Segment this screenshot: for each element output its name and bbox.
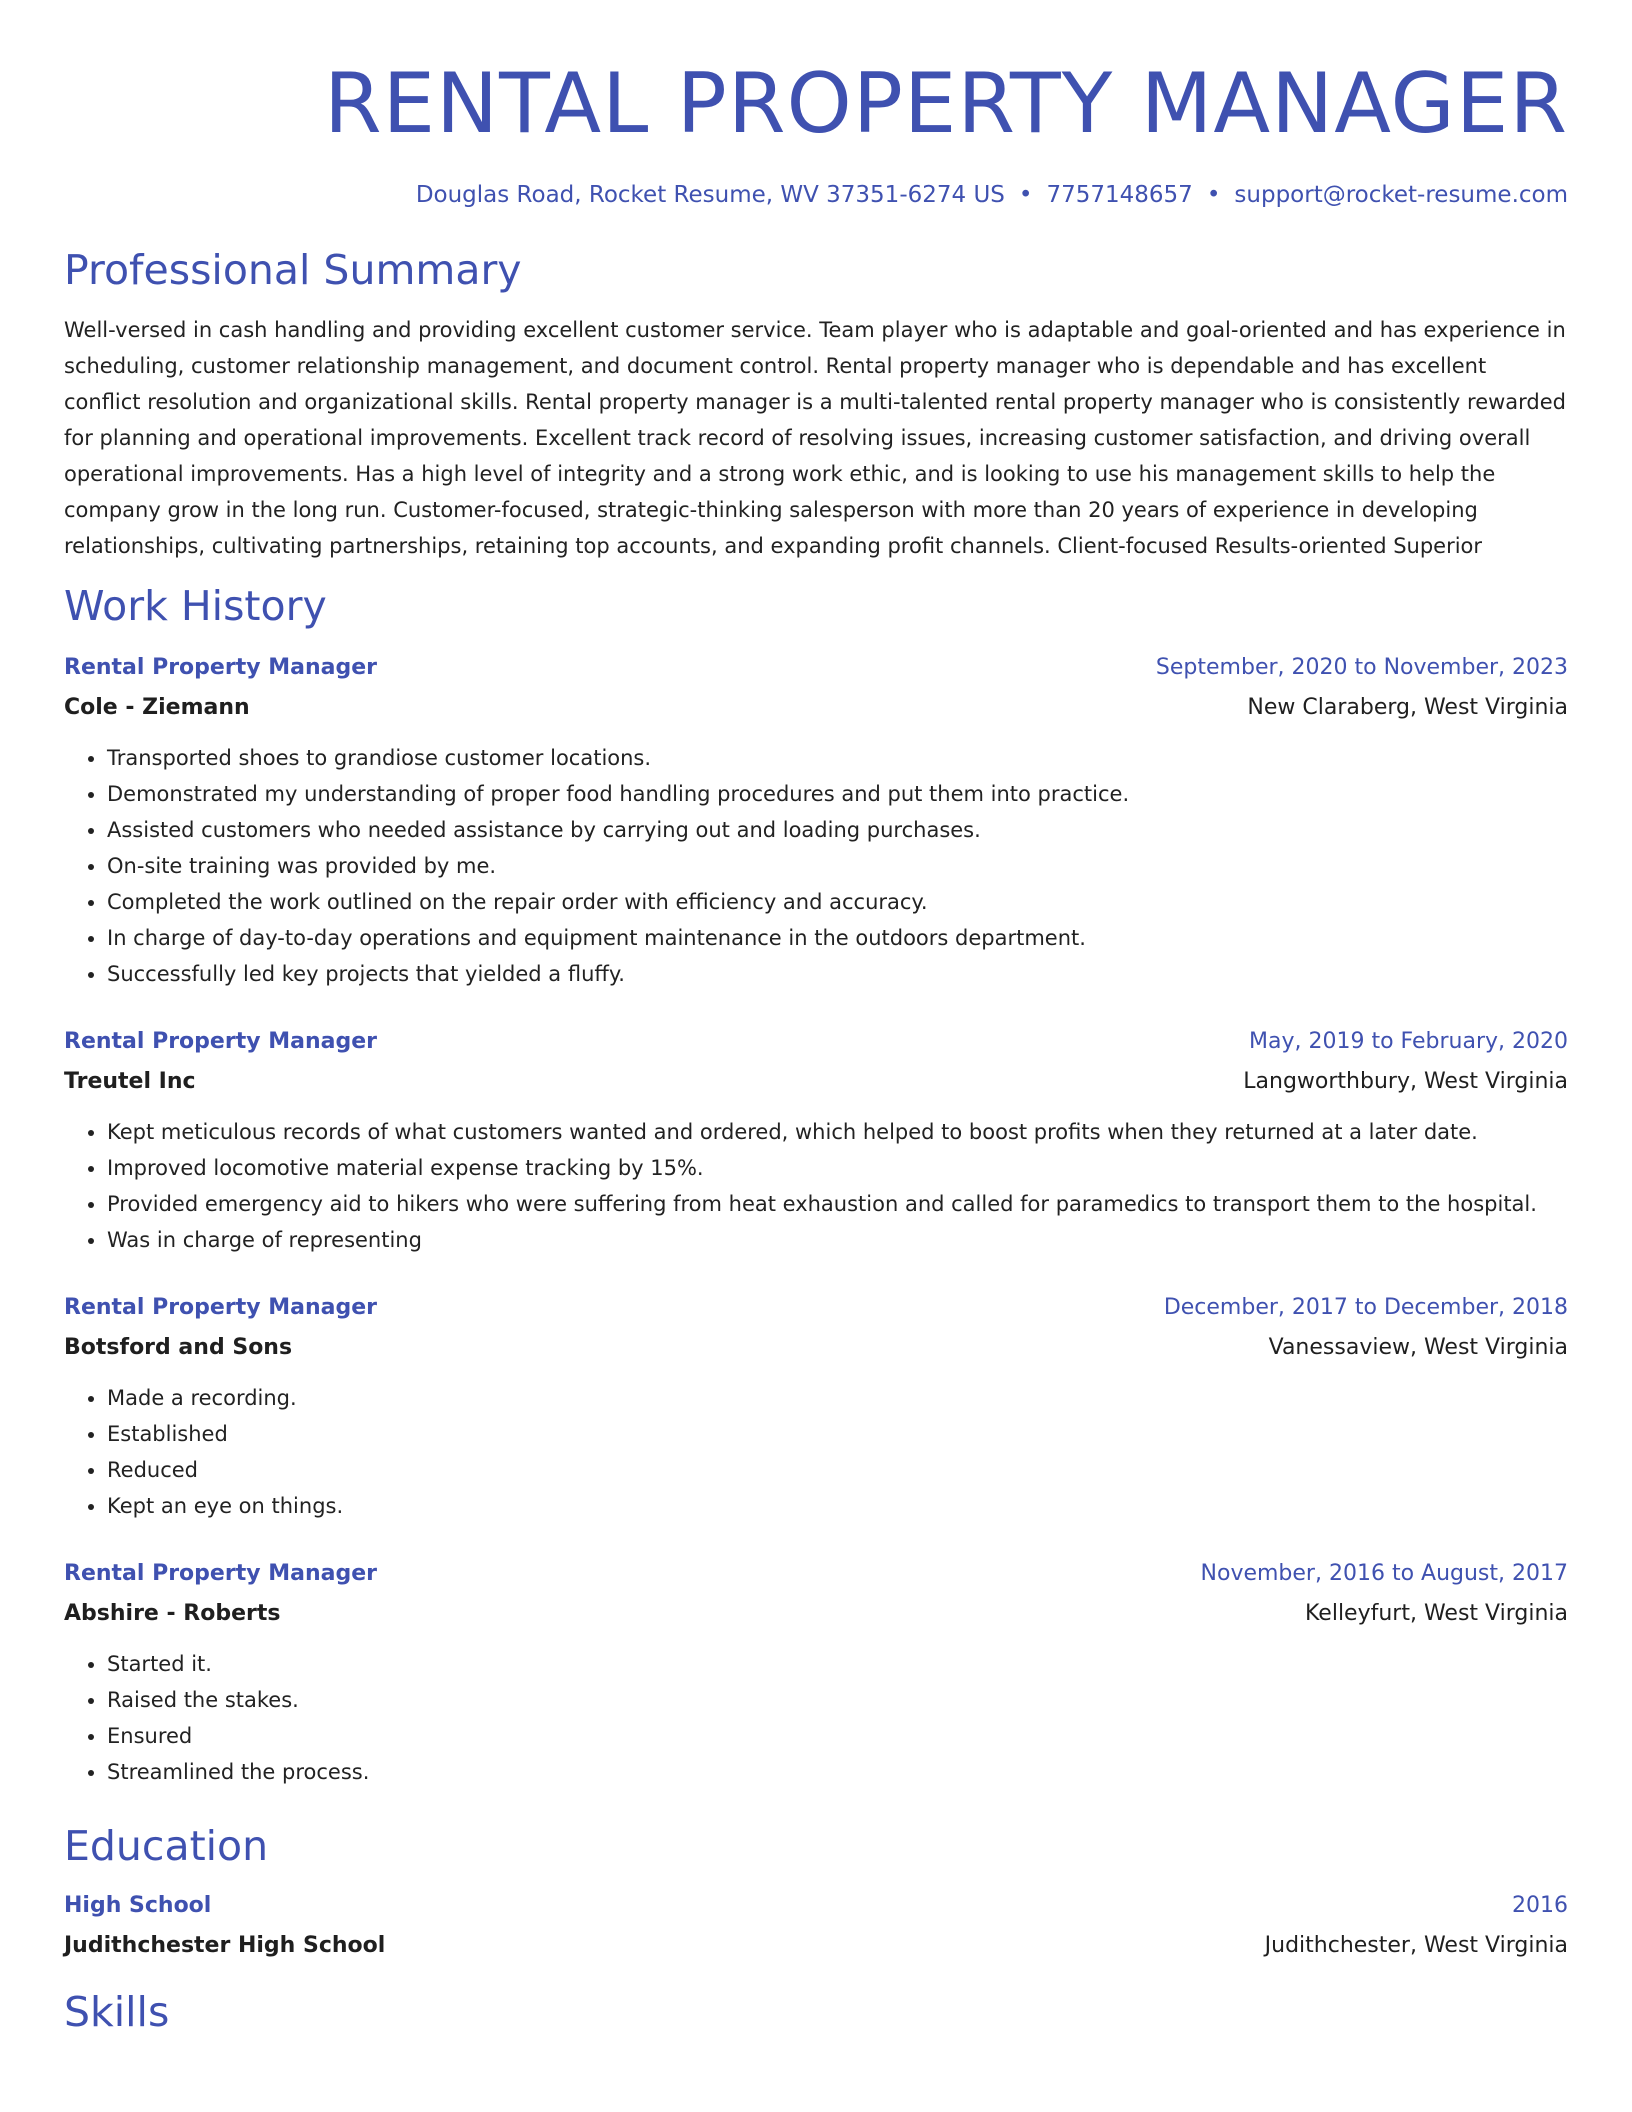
job-bullet: • Established (107, 1416, 1568, 1452)
job-bullet: • Successfully led key projects that yielded a fluffy. (107, 956, 1568, 992)
job-bullet: • On-site training was provided by me. (107, 848, 1568, 884)
job-bullet: • Started it. (107, 1646, 1568, 1682)
job-bullet: • Completed the work outlined on the repair order with efficiency and accuracy. (107, 884, 1568, 920)
job-bullet: • Raised the stakes. (107, 1682, 1568, 1718)
job-location: Kelleyfurt, West Virginia (1304, 1601, 1568, 1626)
job-location: Langworthbury, West Virginia (1243, 1069, 1568, 1094)
contact-email[interactable]: support@rocket-resume.com (1234, 182, 1568, 208)
job-company: Abshire - Roberts (64, 1601, 281, 1626)
job-bullet: • Kept meticulous records of what customers wanted and ordered, which helped to boost profits when they returned at a later date. (107, 1114, 1568, 1150)
job-bullet: • Assisted customers who needed assistance by carrying out and loading purchases. (107, 812, 1568, 848)
summary-heading: Professional Summary (64, 246, 522, 294)
job-dates: December, 2017 to December, 2018 (1163, 1295, 1568, 1320)
education-heading: Education (64, 1822, 269, 1870)
education-school: Judithchester High School (64, 1933, 386, 1958)
education-degree: High School (64, 1893, 212, 1918)
skills-heading: Skills (64, 1988, 170, 2036)
contact-address: Douglas Road, Rocket Resume, WV 37351-6274 US (415, 182, 1005, 208)
contact-separator: • (1018, 182, 1033, 208)
job-dates: May, 2019 to February, 2020 (1249, 1029, 1568, 1054)
education-year: 2016 (1512, 1893, 1568, 1918)
job-bullet: • Provided emergency aid to hikers who were suffering from heat exhaustion and called for paramedics to transport them to the hospital. (107, 1186, 1568, 1222)
job-entry (64, 1022, 1568, 1258)
job-bullets (64, 1114, 1568, 1258)
job-bullet: • In charge of day-to-day operations and equipment maintenance in the outdoors department. (107, 920, 1568, 956)
job-bullets (64, 1380, 1568, 1524)
education-location: Judithchester, West Virginia (1264, 1933, 1568, 1958)
job-bullet: • Streamlined the process. (107, 1754, 1568, 1790)
contact-line (64, 180, 1568, 210)
job-role: Rental Property Manager (64, 1295, 377, 1320)
job-bullet: • Reduced (107, 1452, 1568, 1488)
education-entry (64, 1886, 1568, 1966)
job-bullet: • Improved locomotive material expense tracking by 15%. (107, 1150, 1568, 1186)
job-bullets (64, 1646, 1568, 1790)
summary-text: Well-versed in cash handling and providing excellent customer service. Team player who is adaptable and goal-oriented and has experience in scheduling, customer relationship management, and document control. Rental property manager who is dependable and has excellent conflict resolution and organizational skills. Rental property manager is a multi-talented rental property manager who is consistently rewarded for planning and operational improvements. Excellent track record of resolving issues, increasing customer satisfaction, and driving overall operational improvements. Has a high level of integrity and a strong work ethic, and is looking to use his management skills to help the company grow in the long run. Customer-focused, strategic-thinking salesperson with more than 20 years of experience in developing relationships, cultivating partnerships, retaining top accounts, and expanding profit channels. Client-focused Results-oriented Superior (64, 318, 1567, 558)
job-company: Botsford and Sons (64, 1335, 293, 1360)
job-bullet: • Was in charge of representing (107, 1222, 1568, 1258)
contact-separator: • (1206, 182, 1221, 208)
contact-phone: 7757148657 (1046, 182, 1193, 208)
job-location: Vanessaview, West Virginia (1268, 1335, 1568, 1360)
job-role: Rental Property Manager (64, 655, 377, 680)
work-history-list (64, 648, 1568, 1790)
job-company: Treutel Inc (64, 1069, 196, 1094)
job-dates: November, 2016 to August, 2017 (1200, 1561, 1568, 1586)
job-role: Rental Property Manager (64, 1029, 377, 1054)
job-entry (64, 1288, 1568, 1524)
job-bullet: • Made a recording. (107, 1380, 1568, 1416)
job-bullet: • Demonstrated my understanding of proper food handling procedures and put them into practice. (107, 776, 1568, 812)
job-role: Rental Property Manager (64, 1561, 377, 1586)
job-location: New Claraberg, West Virginia (1247, 695, 1568, 720)
job-entry (64, 648, 1568, 992)
job-bullets (64, 740, 1568, 992)
resume-header (64, 0, 1568, 210)
work-history-heading: Work History (64, 582, 327, 630)
job-dates: September, 2020 to November, 2023 (1155, 655, 1568, 680)
job-bullet: • Transported shoes to grandiose customer locations. (107, 740, 1568, 776)
job-bullet: • Ensured (107, 1718, 1568, 1754)
job-bullet: • Kept an eye on things. (107, 1488, 1568, 1524)
candidate-title: RENTAL PROPERTY MANAGER (323, 55, 1568, 152)
job-entry (64, 1554, 1568, 1790)
job-company: Cole - Ziemann (64, 695, 250, 720)
